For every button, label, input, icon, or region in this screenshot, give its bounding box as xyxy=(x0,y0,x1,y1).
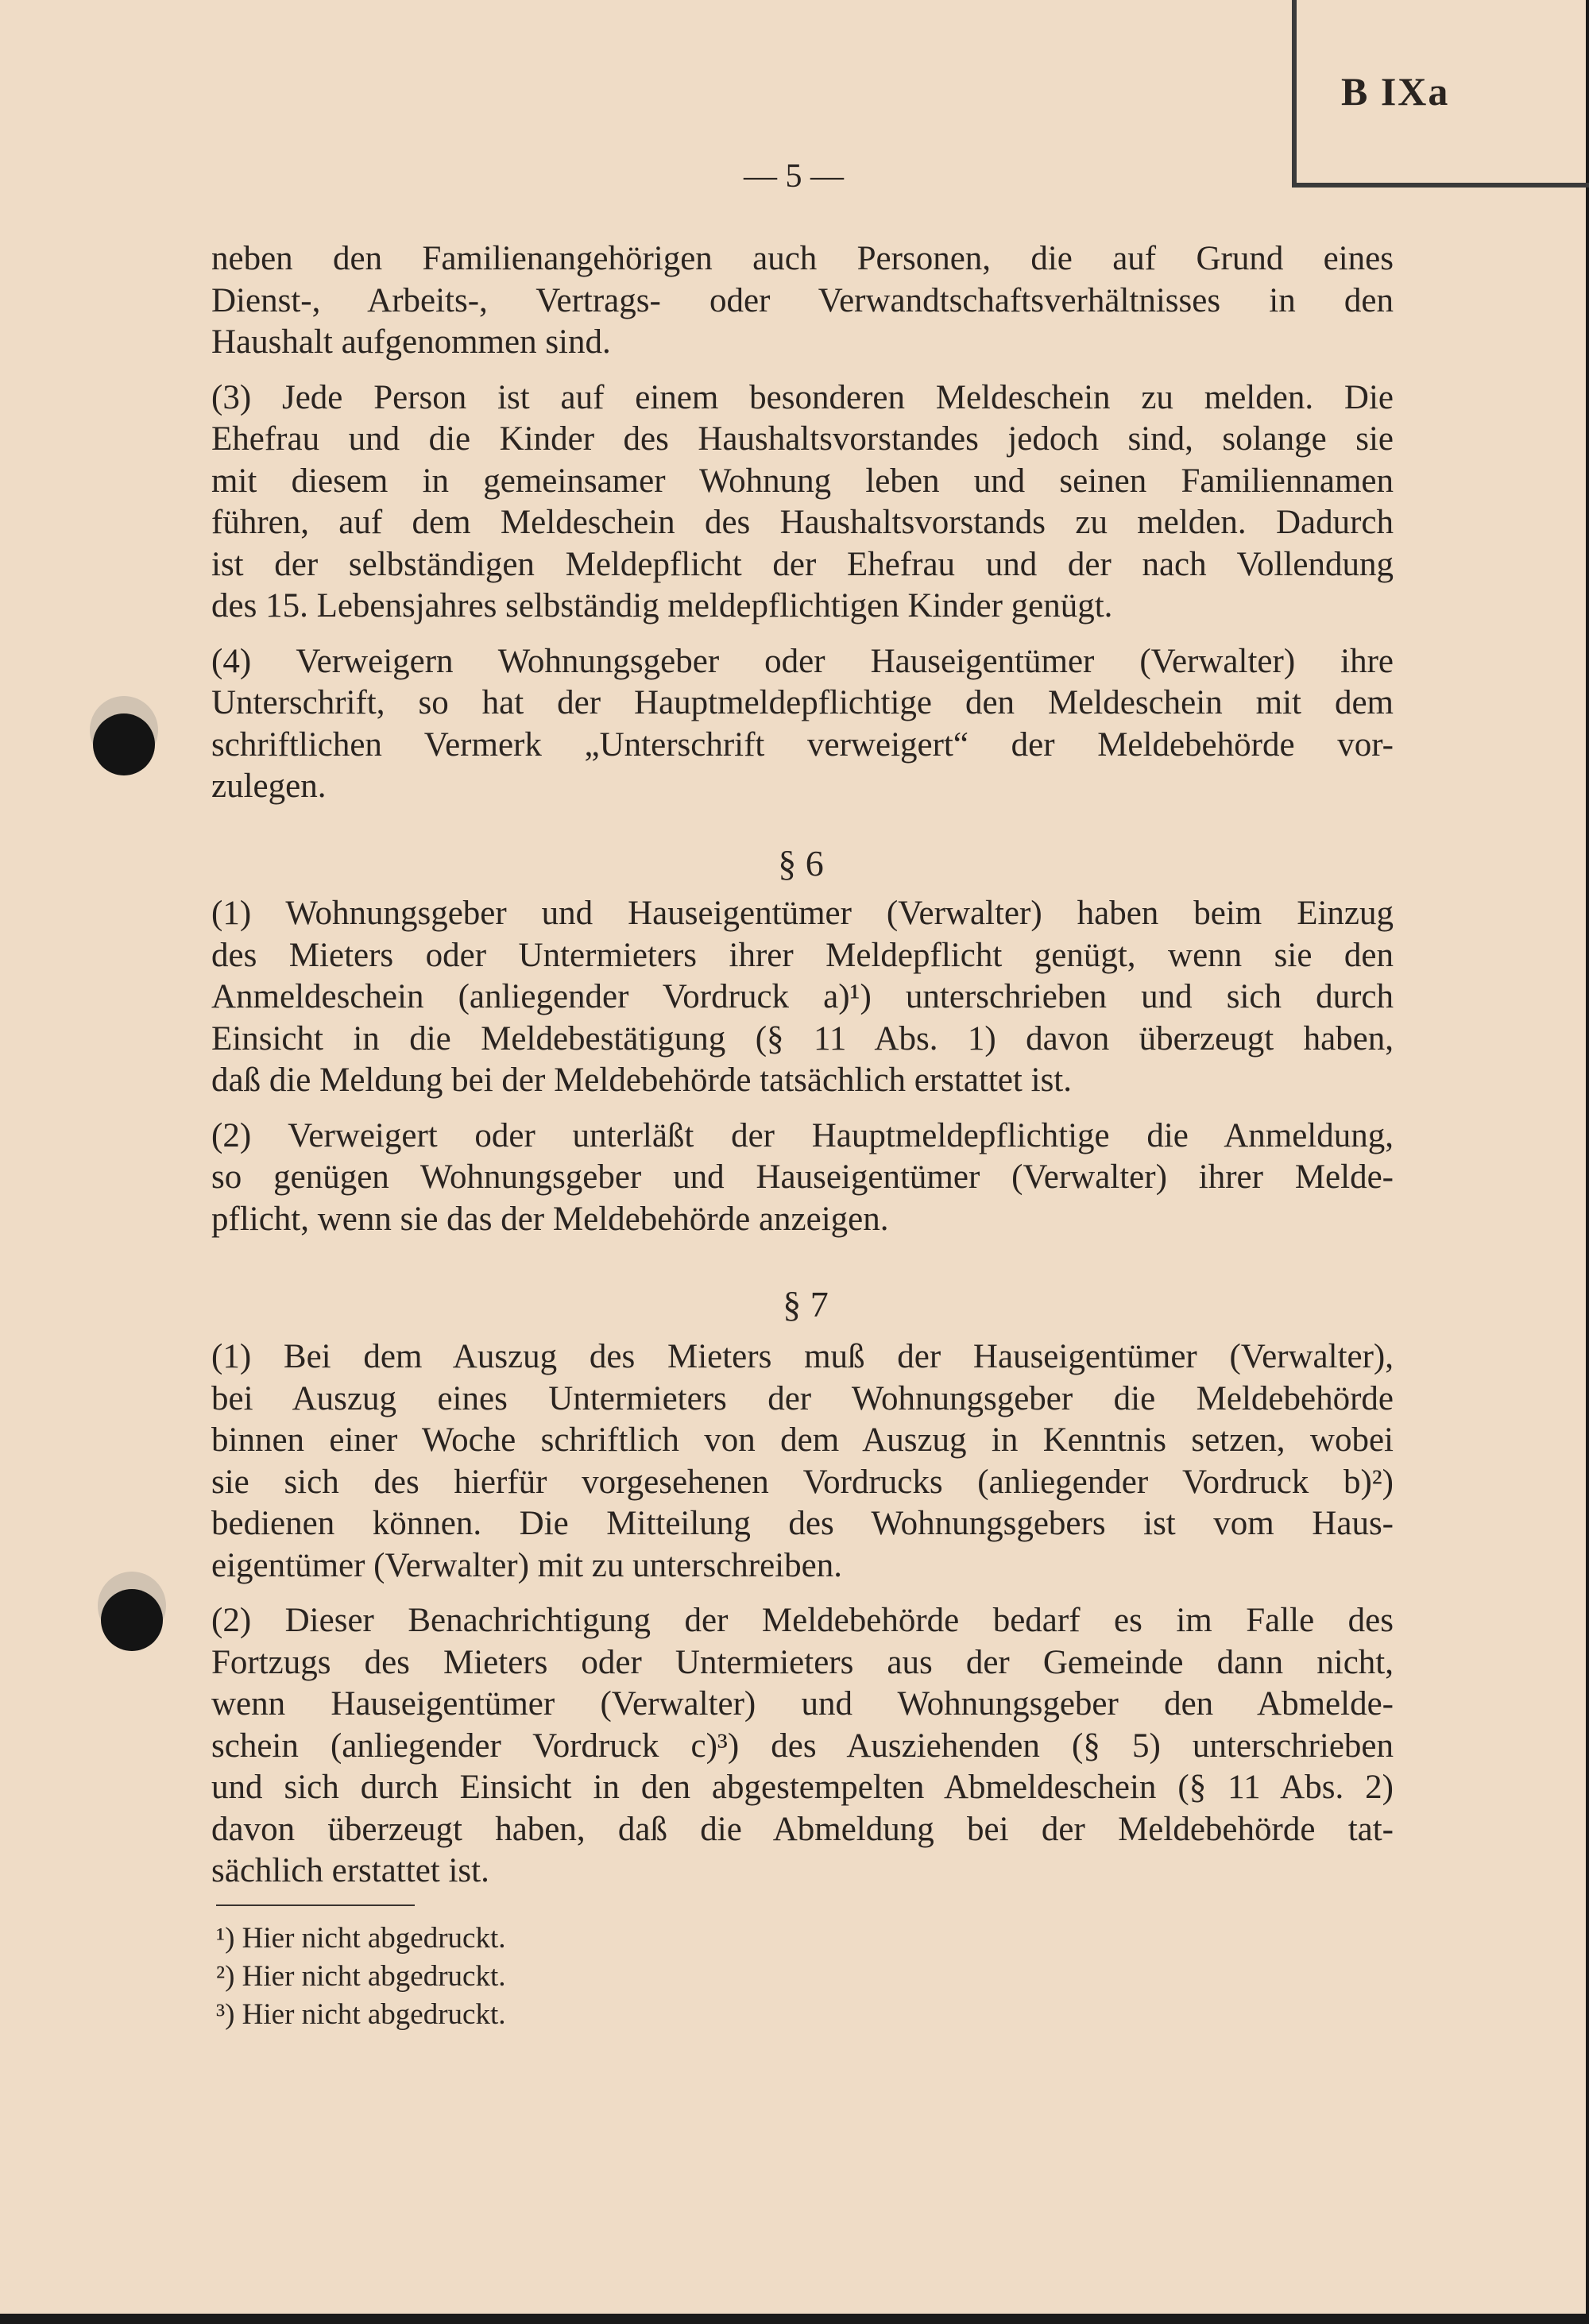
text-line: bei Auszug eines Untermieters der Wohnungsgeber die Meldebehörde xyxy=(211,1379,1394,1417)
footnote-1: ¹) Hier nicht abgedruckt. xyxy=(216,1922,506,1955)
text-line: Anmeldeschein (anliegender Vordruck a)¹) unterschrieben und sich durch xyxy=(211,978,1394,1015)
text-line: (2) Verweigert oder unterläßt der Hauptmeldepflichtige die Anmeldung, xyxy=(211,1116,1394,1154)
paragraph-5-3 xyxy=(211,377,1394,628)
punch-hole xyxy=(101,1589,163,1651)
body-text-section-7 xyxy=(211,1336,1394,1906)
text-line: zulegen. xyxy=(211,768,327,805)
paragraph-5-4 xyxy=(211,641,1394,808)
text-line: sächlich erstattet ist. xyxy=(211,1852,489,1889)
body-text-section-6 xyxy=(211,893,1394,1254)
text-line: und sich durch Einsicht in den abgestempelten Abmeldeschein (§ 11 Abs. 2) xyxy=(211,1769,1394,1806)
section-heading-7: § 7 xyxy=(783,1284,829,1324)
text-line: (2) Dieser Benachrichtigung der Meldebehörde bedarf es im Falle des xyxy=(211,1602,1394,1639)
page-number: — 5 — xyxy=(744,158,844,195)
footnote-3: ³) Hier nicht abgedruckt. xyxy=(216,1998,506,2031)
section-heading-6: § 6 xyxy=(778,843,824,884)
footnote-divider xyxy=(216,1904,415,1906)
text-line: des 15. Lebensjahres selbständig meldepflichtigen Kinder genügt. xyxy=(211,587,1113,625)
body-text-upper xyxy=(211,238,1394,822)
text-line: schriftlichen Vermerk „Unterschrift verweigert“ der Meldebehörde vor- xyxy=(211,725,1394,764)
text-line: mit diesem in gemeinsamer Wohnung leben und seinen Familiennamen xyxy=(211,462,1394,500)
text-line: Fortzugs des Mieters oder Untermieters aus der Gemeinde dann nicht, xyxy=(211,1643,1394,1681)
text-line: Dienst-, Arbeits-, Vertrags- oder Verwandtschaftsverhältnisses in den xyxy=(211,281,1394,319)
corner-label: B IXa xyxy=(1341,69,1450,114)
text-line: (1) Wohnungsgeber und Hauseigentümer (Verwalter) haben beim Einzug xyxy=(211,895,1394,932)
text-line: pflicht, wenn sie das der Meldebehörde anzeigen. xyxy=(211,1200,889,1238)
text-line: (3) Jede Person ist auf einem besonderen Meldeschein zu melden. Die xyxy=(211,378,1394,416)
text-line: eigentümer (Verwalter) mit zu unterschreiben. xyxy=(211,1546,842,1584)
text-line: führen, auf dem Meldeschein des Haushaltsvorstands zu melden. Dadurch xyxy=(211,504,1394,541)
text-line: binnen einer Woche schriftlich von dem Auszug in Kenntnis setzen, wobei xyxy=(211,1421,1394,1459)
paragraph-continuation xyxy=(211,238,1394,364)
text-line: neben den Familienangehörigen auch Personen, die auf Grund eines xyxy=(211,240,1394,277)
text-line: ist der selbständigen Meldepflicht der Ehefrau und der nach Vollendung xyxy=(211,545,1394,583)
paragraph-7-2 xyxy=(211,1600,1394,1893)
paragraph-6-2 xyxy=(211,1116,1394,1241)
paragraph-7-1 xyxy=(211,1336,1394,1587)
paragraph-6-1 xyxy=(211,893,1394,1102)
text-line: davon überzeugt haben, daß die Abmeldung bei der Meldebehörde tat- xyxy=(211,1810,1394,1848)
text-line: so genügen Wohnungsgeber und Hauseigentümer (Verwalter) ihrer Melde- xyxy=(211,1158,1394,1196)
text-line: Haushalt aufgenommen sind. xyxy=(211,323,611,361)
text-line: (1) Bei dem Auszug des Mieters muß der Hauseigentümer (Verwalter), xyxy=(211,1338,1394,1375)
text-line: des Mieters oder Untermieters ihrer Meldepflicht genügt, wenn sie den xyxy=(211,936,1394,974)
text-line: wenn Hauseigentümer (Verwalter) und Wohnungsgeber den Abmelde- xyxy=(211,1685,1394,1723)
text-line: bedienen können. Die Mitteilung des Wohnungsgebers ist vom Haus- xyxy=(211,1505,1394,1542)
footnotes xyxy=(216,1920,506,2034)
punch-hole xyxy=(93,713,155,775)
text-line: (4) Verweigern Wohnungsgeber oder Hauseigentümer (Verwalter) ihre xyxy=(211,642,1394,680)
text-line: sie sich des hierfür vorgesehenen Vordrucks (anliegender Vordruck b)²) xyxy=(211,1463,1394,1501)
text-line: Einsicht in die Meldebestätigung (§ 11 Abs. 1) davon überzeugt haben, xyxy=(211,1019,1394,1058)
footnote-2: ²) Hier nicht abgedruckt. xyxy=(216,1960,506,1993)
text-line: Ehefrau und die Kinder des Haushaltsvorstandes jedoch sind, solange sie xyxy=(211,420,1394,458)
text-line: schein (anliegender Vordruck c)³) des Ausziehenden (§ 5) unterschrieben xyxy=(211,1727,1394,1765)
text-line: Unterschrift, so hat der Hauptmeldepflichtige den Meldeschein mit dem xyxy=(211,684,1394,721)
text-line: daß die Meldung bei der Meldebehörde tatsächlich erstattet ist. xyxy=(211,1061,1072,1099)
